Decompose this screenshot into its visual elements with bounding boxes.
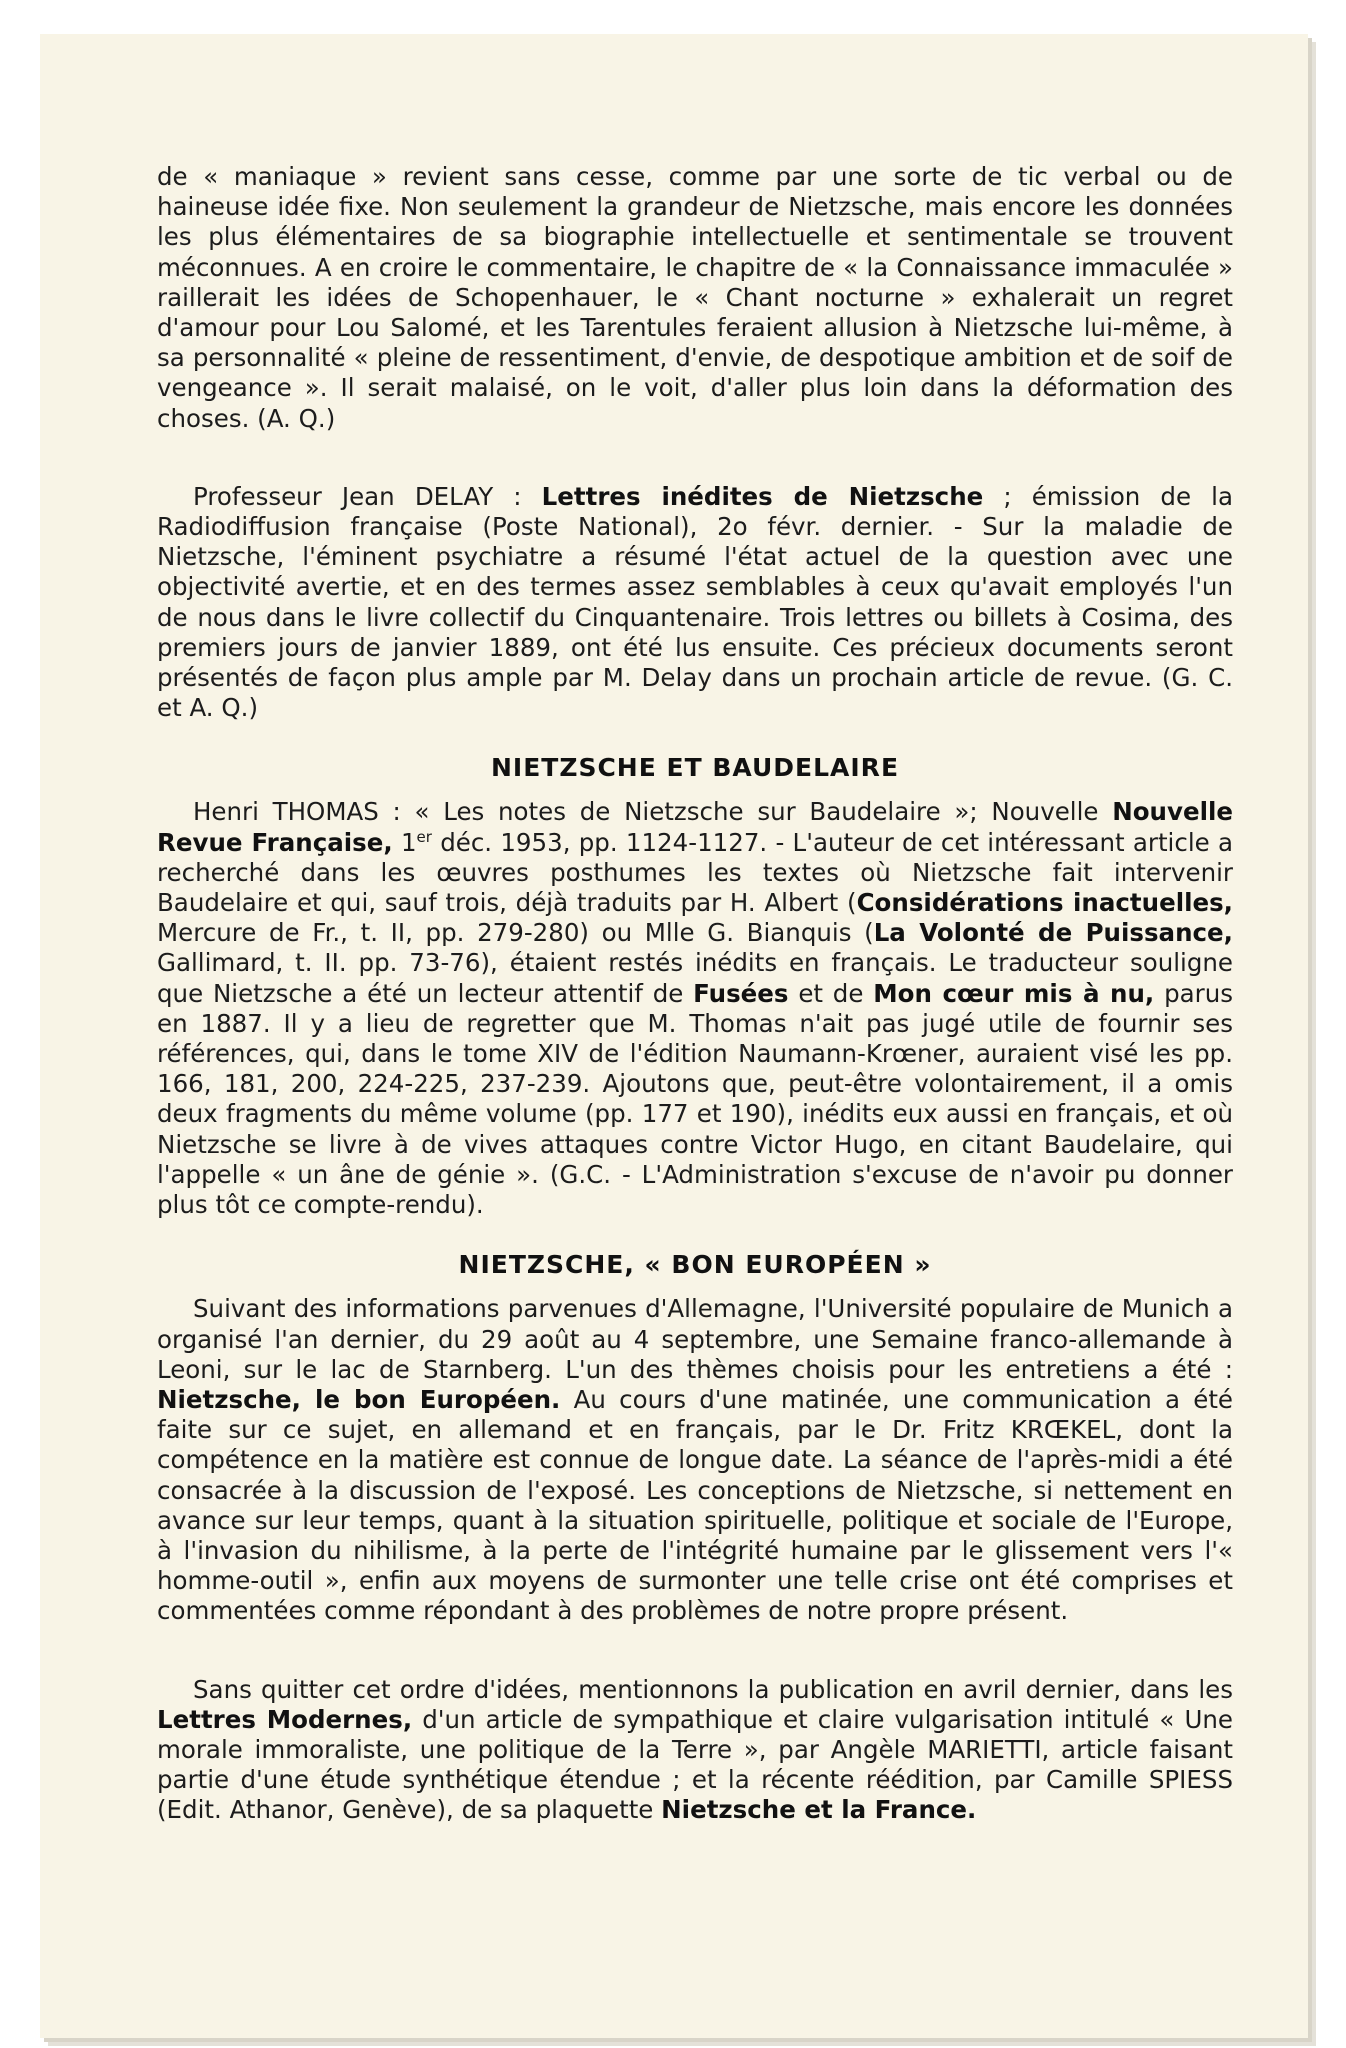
baudelaire-text-a: Henri THOMAS : « Les notes de Nietzsche sur Baudelaire »; Nouvelle <box>193 797 1113 827</box>
baudelaire-nrf-title: Nouvelle Revue Française, <box>157 797 1233 857</box>
europeen-p2-text-a: Sans quitter cet ordre d'idées, mentionnons la publication en avril dernier, dans les <box>193 1674 1233 1704</box>
baudelaire-text-d: déc. 1953, pp. 1124-1127. - L'auteur de cet intéressant article a recherché dans les œuvres posthumes les textes où Nietzsche fait intervenir Baudelaire et qui, sauf trois, déjà traduits par H. Albert ( <box>157 827 1233 918</box>
europeen-theme-title: Nietzsche, le bon Européen. <box>157 1384 561 1414</box>
europeen-text-c: Au cours d'une matinée, une communication a été faite sur ce sujet, en allemand et en français, par le Dr. Fritz KRŒKEL, dont la compétence en la matière est connue de longue date. La séance de l'après-midi a été consacrée à la discussion de l'exposé. Les conceptions de Nietzsche, si nettement en avance sur leur temps, quant à la situation spirituelle, politique et sociale de l'Europe, à l'invasion du nihilisme, à la perte de l'intégrité humaine par le glissement vers l'« homme-outil », enfin aux moyens de surmonter une telle crise ont été comprises et commentées comme répondant à des problèmes de notre propre présent. <box>157 1384 1233 1626</box>
baudelaire-paragraph <box>157 797 1233 1220</box>
europeen-paragraph-2 <box>157 1675 1233 1826</box>
europeen-p2-text-c: d'un article de sympathique et claire vulgarisation intitulé « Une morale immoraliste, une politique de la Terre », par Angèle MARIETTI, article faisant partie d'une étude synthétique étendue ; et la récente réédition, par Camille SPIESS (Edit. Athanor, Genève), de sa plaquette <box>157 1704 1233 1825</box>
section-heading-bon-europeen: NIETZSCHE, « BON EUROPÉEN » <box>458 1250 932 1280</box>
delay-author: Professeur Jean DELAY : <box>193 481 542 511</box>
page-body <box>157 162 1233 1826</box>
baudelaire-text-f: Gallimard, t. II. pp. 73-76), étaient restés inédits en français. Le traducteur souligne que Nietzsche a été un lecteur attentif de <box>157 948 1233 1008</box>
baudelaire-volonte-title: La Volonté de Puissance, <box>873 918 1233 948</box>
delay-text: ; émission de la Radiodiffusion française (Poste National), 2o févr. dernier. - Sur la maladie de Nietzsche, l'éminent psychiatre a résumé l'état actuel de la question avec une objectivité avertie, et en des termes assez semblables à ceux qu'avait employés l'un de nous dans le livre collectif du Cinquantenaire. Trois lettres ou billets à Cosima, des premiers jours de janvier 1889, ont été lus ensuite. Ces précieux documents seront présentés de façon plus ample par M. Delay dans un prochain article de revue. (G. C. et A. Q.) <box>157 481 1233 723</box>
section-heading-baudelaire: NIETZSCHE ET BAUDELAIRE <box>490 753 900 783</box>
europeen-paragraph-1 <box>157 1294 1233 1626</box>
baudelaire-considerations-title: Considérations inactuelles, <box>856 888 1233 918</box>
baudelaire-text-e: Mercure de Fr., t. II, pp. 279-280) ou Mlle G. Bianquis ( <box>157 918 874 948</box>
europeen-text-a: Suivant des informations parvenues d'Allemagne, l'Université populaire de Munich a organisé l'an dernier, du 29 août au 4 septembre, une Semaine franco-allemande à Leoni, sur le lac de Starnberg. L'un des thèmes choisis pour les entretiens a été : <box>157 1294 1233 1384</box>
baudelaire-fusees-title: Fusées <box>693 978 789 1008</box>
baudelaire-text-c: 1 <box>392 827 417 857</box>
paper-sheet <box>40 34 1308 2038</box>
baudelaire-text-g: et de <box>788 978 874 1008</box>
baudelaire-sup: er <box>416 827 432 846</box>
intro-text: de « maniaque » revient sans cesse, comme par une sorte de tic verbal ou de haineuse idée fixe. Non seulement la grandeur de Nietzsche, mais encore les données les plus élémentaires de sa biographie intellectuelle et sentimentale se trouvent méconnues. A en croire le commentaire, le chapitre de « la Connaissance immaculée » raillerait les idées de Schopenhauer, le « Chant nocturne » exhalerait un regret d'amour pour Lou Salomé, et les Tarentules feraient allusion à Nietzsche lui-même, à sa personnalité « pleine de ressentiment, d'envie, de despotique ambition et de soif de vengeance ». Il serait malaisé, on le voit, d'aller plus loin dans la déformation des choses. (A. Q.) <box>157 162 1233 433</box>
baudelaire-moncoeur-title: Mon cœur mis à nu, <box>873 978 1155 1008</box>
delay-paragraph <box>157 482 1233 724</box>
intro-paragraph <box>157 162 1233 434</box>
lettres-modernes-title: Lettres Modernes, <box>157 1704 413 1734</box>
delay-title: Lettres inédites de Nietzsche <box>541 481 984 511</box>
baudelaire-text-h: parus en 1887. Il y a lieu de regretter que M. Thomas n'ait pas jugé utile de fournir ses références, qui, dans le tome XIV de l'édition Naumann-Krœner, auraient visé les pp. 166, 181, 200, 224-225, 237-239. Ajoutons que, peut-être volontairement, il a omis deux fragments du même volume (pp. 177 et 190), inédits eux aussi en français, et où Nietzsche se livre à de vives attaques contre Victor Hugo, en citant Baudelaire, qui l'appelle « un âne de génie ». (G.C. - L'Administration s'excuse de n'avoir pu donner plus tôt ce compte-rendu). <box>157 978 1233 1220</box>
nietzsche-et-la-france-title: Nietzsche et la France. <box>661 1795 977 1825</box>
